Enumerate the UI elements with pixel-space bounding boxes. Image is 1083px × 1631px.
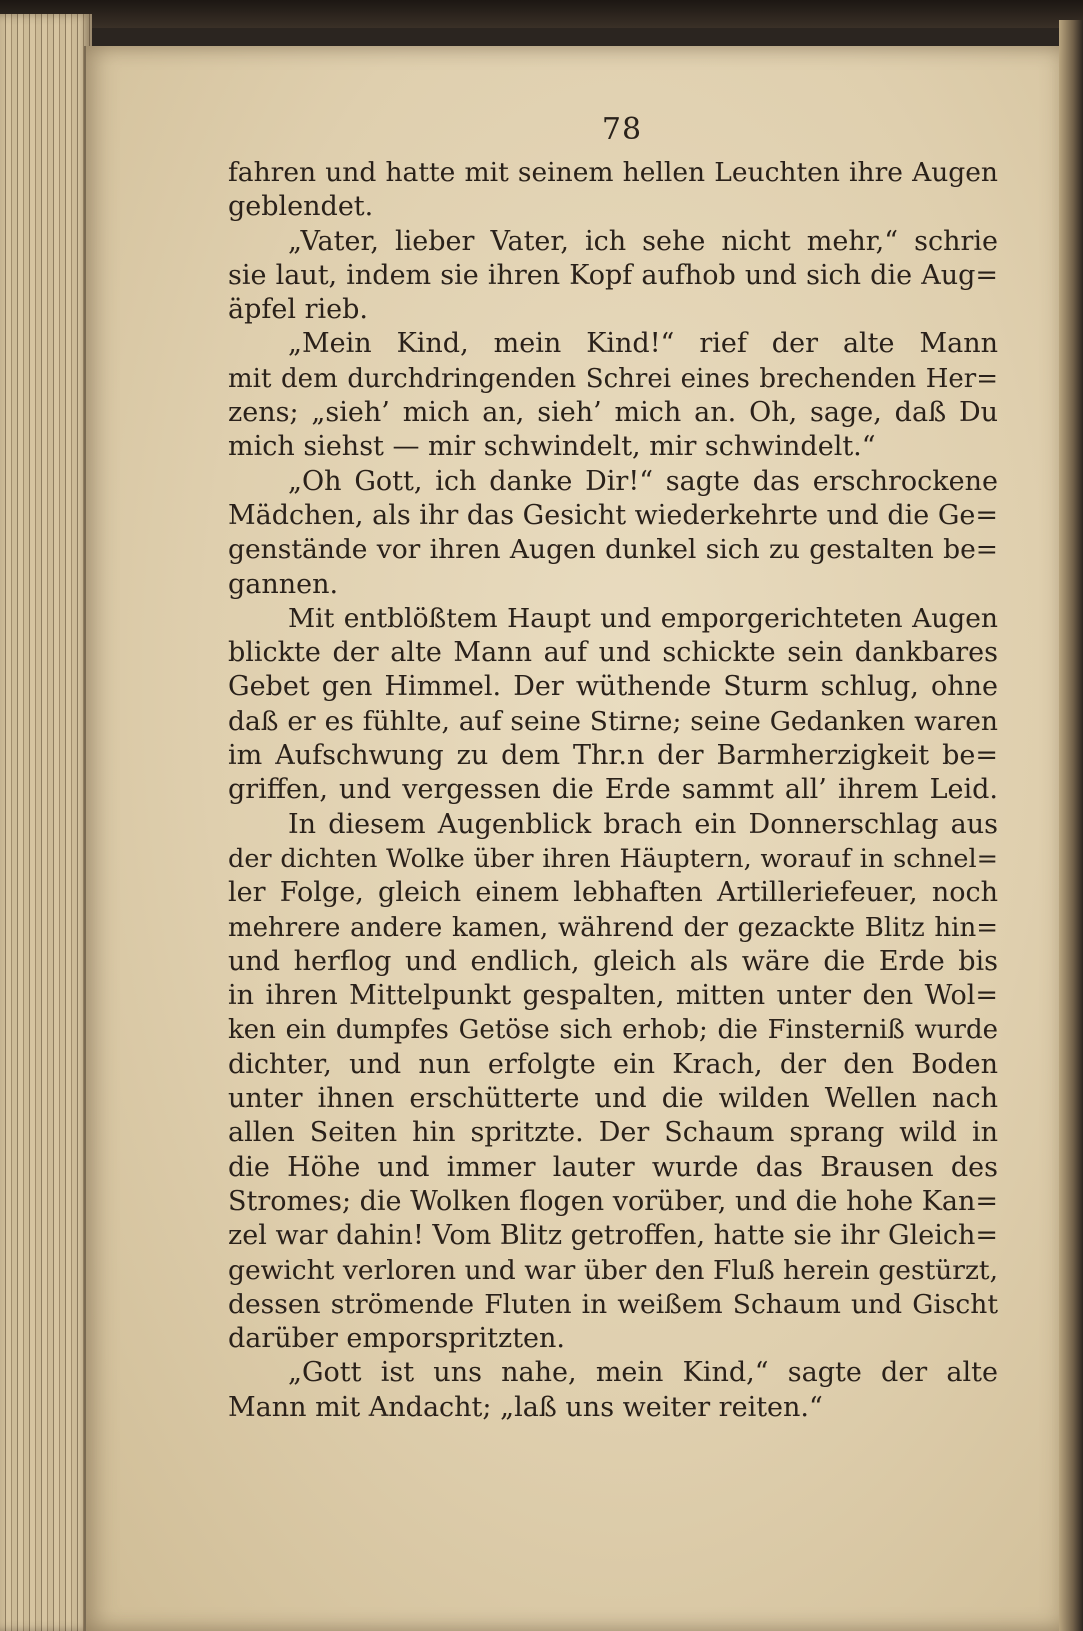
text-line: Mit entblößtem Haupt und emporgerichteten Augen: [288, 602, 998, 634]
text-line: äpfel rieb.: [228, 294, 368, 326]
text-line: dessen strömende Fluten in weißem Schaum und Gischt: [228, 1288, 998, 1320]
text-line: unter ihnen erschütterte und die wilden Wellen nach: [228, 1083, 998, 1115]
text-line: fahren und hatte mit seinem hellen Leuchten ihre Augen: [228, 157, 998, 188]
text-line: allen Seiten hin spritzte. Der Schaum sprang wild in: [228, 1117, 998, 1149]
text-line: ler Folge, gleich einem lebhaften Artilleriefeuer, noch: [228, 877, 998, 909]
text-line: „Mein Kind, mein Kind!“ rief der alte Mann: [288, 328, 998, 360]
text-line: im Aufschwung zu dem Thr.n der Barmherzigkeit be=: [228, 740, 998, 772]
text-line: blickte der alte Mann auf und schickte sein dankbares: [228, 637, 998, 669]
text-line: Gebet gen Himmel. Der wüthende Sturm schlug, ohne: [228, 671, 998, 703]
text-line: griffen, und vergessen die Erde sammt all’ ihrem Leid.: [228, 774, 998, 806]
text-line: sie laut, indem sie ihren Kopf aufhob und sich die Aug=: [228, 259, 998, 291]
text-line: Mädchen, als ihr das Gesicht wiederkehrte und die Ge=: [228, 499, 998, 531]
page-stack-edges: [0, 14, 92, 1631]
text-line: mehrere andere kamen, während der gezackte Blitz hin=: [228, 912, 998, 943]
text-line: und herflog und endlich, gleich als wäre die Erde bis: [228, 945, 998, 977]
text-line: gannen.: [228, 568, 339, 600]
page-number: 78: [601, 112, 643, 147]
text-line: Mann mit Andacht; „laß uns weiter reiten.“: [228, 1391, 823, 1423]
text-line: in ihren Mittelpunkt gespalten, mitten unter den Wol=: [228, 980, 998, 1012]
text-line: darüber emporspritzten.: [228, 1323, 566, 1355]
text-line: „Oh Gott, ich danke Dir!“ sagte das erschrockene: [288, 465, 998, 497]
text-line: geblendet.: [228, 191, 374, 223]
text-line: mich siehst — mir schwindelt, mir schwindelt.“: [228, 431, 876, 463]
text-line: zel war dahin! Vom Blitz getroffen, hatte sie ihr Gleich=: [228, 1220, 998, 1252]
book-top-edge: [0, 0, 1083, 28]
text-line: daß er es fühlte, auf seine Stirne; seine Gedanken waren: [228, 705, 998, 737]
text-line: genstände vor ihren Augen dunkel sich zu gestalten be=: [228, 534, 998, 566]
text-line: ken ein dumpfes Getöse sich erhob; die Finsterniß wurde: [228, 1015, 998, 1046]
text-line: gewicht verloren und war über den Fluß herein gestürzt,: [228, 1254, 998, 1286]
text-line: mit dem durchdringenden Schrei eines brechenden Her=: [228, 363, 998, 394]
page-fore-edge: [1059, 20, 1083, 1631]
text-line: dichter, und nun erfolgte ein Krach, der den Boden: [228, 1048, 998, 1080]
text-line: In diesem Augenblick brach ein Donnerschlag aus: [288, 808, 998, 840]
text-line: der dichten Wolke über ihren Häuptern, worauf in schnel=: [228, 843, 998, 874]
text-line: Stromes; die Wolken flogen vorüber, und die hohe Kan=: [228, 1185, 998, 1217]
text-line: „Vater, lieber Vater, ich sehe nicht mehr,“ schrie: [288, 225, 998, 257]
body-text: [228, 156, 998, 1425]
text-line: zens; „sieh’ mich an, sieh’ mich an. Oh, sage, daß Du: [228, 397, 998, 429]
text-line: die Höhe und immer lauter wurde das Brausen des: [228, 1151, 998, 1183]
text-line: „Gott ist uns nahe, mein Kind,“ sagte der alte: [288, 1357, 998, 1389]
